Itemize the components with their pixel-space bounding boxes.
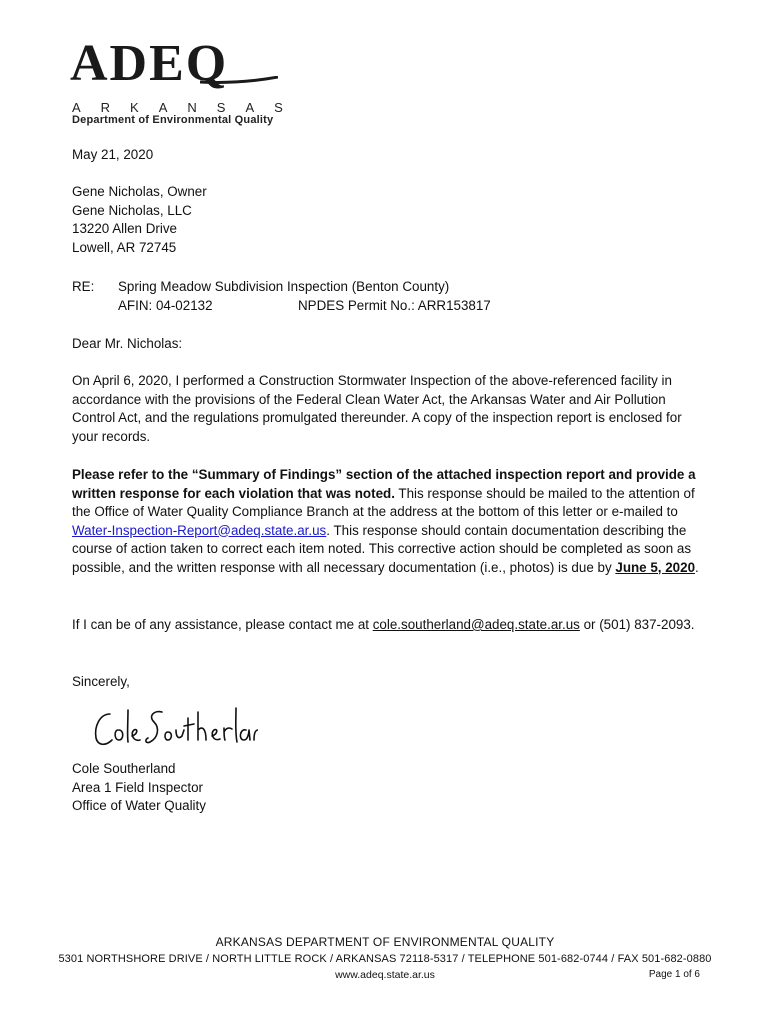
letter-date: May 21, 2020 bbox=[72, 147, 154, 162]
closing: Sincerely, bbox=[72, 674, 130, 689]
signer-name: Cole Southerland bbox=[72, 761, 176, 776]
re-subject: Spring Meadow Subdivision Inspection (Benton County) bbox=[118, 279, 450, 294]
paragraph-text: . bbox=[695, 559, 699, 575]
adeq-logo: ADEQ bbox=[70, 35, 229, 92]
paragraph-response-request bbox=[72, 466, 702, 577]
paragraph-text: This response should be mailed to the attention of the Office of Water Quality Compliance Branch at the address at the bottom of this letter or e-mailed to bbox=[72, 485, 695, 519]
signer-title: Area 1 Field Inspector bbox=[72, 779, 203, 795]
logo-swoosh-icon bbox=[200, 76, 278, 84]
salutation: Dear Mr. Nicholas: bbox=[72, 336, 183, 351]
paragraph-inspection: On April 6, 2020, I performed a Construction Stormwater Inspection of the above-referenced facility in accordance with the provisions of the Federal Clean Water Act, the Arkansas Water and Air Pollution Control Act, and the regulations promulgated thereunder. A copy of the inspection report is enclosed for your records. bbox=[72, 373, 682, 444]
logo-state: ARKANSAS bbox=[72, 100, 303, 115]
footer-agency: ARKANSAS DEPARTMENT OF ENVIRONMENTAL QUALITY bbox=[215, 935, 555, 949]
address-line: Lowell, AR 72745 bbox=[72, 239, 177, 255]
footer-website[interactable]: www.adeq.state.ar.us bbox=[335, 969, 435, 981]
paragraph-text: or (501) 837-2093. bbox=[579, 617, 695, 632]
email-link-inspection-report[interactable]: Water-Inspection-Report@adeq.state.ar.us bbox=[72, 522, 327, 538]
re-npdes-permit: NPDES Permit No.: ARR153817 bbox=[298, 298, 491, 313]
re-label: RE: bbox=[72, 279, 95, 294]
paragraph-text: . This response should contain documentation describing the course of action taken to correct each item noted. This corrective action should be completed as soon as possible, and the written response with all necessary documentation (i.e., photos) is due by bbox=[72, 522, 692, 575]
due-date: June 5, 2020 bbox=[615, 559, 696, 575]
address-line: Gene Nicholas, Owner bbox=[72, 184, 207, 199]
footer-address: 5301 NORTHSHORE DRIVE / NORTH LITTLE ROCK / ARKANSAS 72118-5317 / TELEPHONE 501-682-0744 / FAX 501-682-0880 bbox=[58, 953, 712, 965]
recipient-address bbox=[72, 183, 207, 257]
signer-block bbox=[72, 760, 206, 816]
signer-office: Office of Water Quality bbox=[72, 798, 206, 813]
re-afin: AFIN: 04-02132 bbox=[118, 298, 213, 313]
address-line: Gene Nicholas, LLC bbox=[72, 202, 192, 218]
paragraph-contact bbox=[72, 616, 702, 635]
paragraph-text: If I can be of any assistance, please contact me at bbox=[72, 617, 373, 632]
logo-department: Department of Environmental Quality bbox=[72, 114, 274, 126]
contact-email[interactable]: cole.southerland@adeq.state.ar.us bbox=[372, 617, 580, 632]
bold-instruction: Please refer to the “Summary of Findings” section of the attached inspection report and provide a written response for each violation that was noted. bbox=[72, 467, 696, 501]
address-line: 13220 Allen Drive bbox=[72, 221, 177, 236]
page-number: Page 1 of 6 bbox=[648, 969, 700, 980]
handwritten-signature bbox=[88, 700, 258, 755]
